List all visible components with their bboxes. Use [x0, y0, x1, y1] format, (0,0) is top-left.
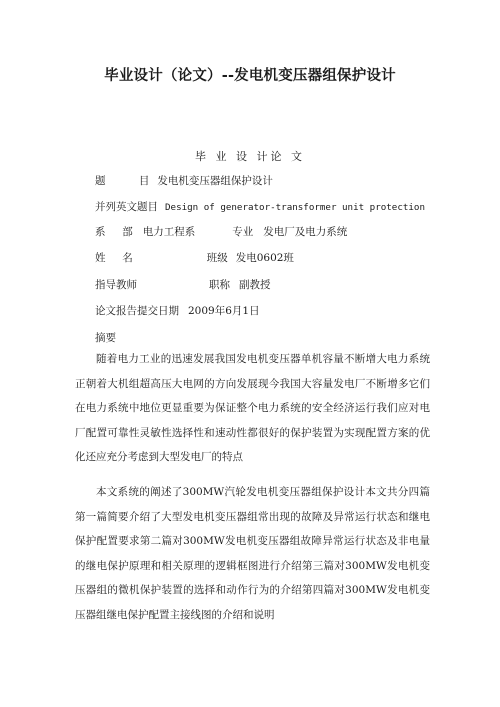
major-label: 专业: [232, 226, 254, 238]
topic-value: 发电机变压器组保护设计: [157, 175, 273, 187]
rank-value: 副教授: [239, 279, 271, 291]
abstract-paragraph-2: 本文系统的阐述了300MW汽轮发电机变压器组保护设计本文共分四篇第一篇简要介绍了大型发电机变压器组常出现的故障及异常运行状态和继电保护配置要求第二篇对300MW发电机变压器组故障异常运行状态及非电量的继电保护原理和相关原理的逻辑框图进行介绍第三篇对300MW发电机变压器组的微机保护装置的选择和动作行为的介绍第四篇对300MW发电机变压器组继电保护配置主接线图的介绍和说明: [75, 486, 430, 621]
document-title: 毕业设计（论文）--发电机变压器组保护设计: [104, 68, 396, 84]
abstract-heading: 摘要: [95, 332, 116, 344]
rank-label: 职称: [209, 279, 230, 291]
english-title-value: Design of generator-transformer unit protection: [165, 202, 425, 213]
name-label: 姓 名: [95, 252, 133, 264]
submit-date-field: [95, 303, 260, 318]
department-field: [95, 224, 347, 239]
thesis-subtitle: 毕 业 设 计论 文: [195, 150, 305, 163]
english-title-label: 并列英文题目: [95, 201, 158, 213]
class-value: 发电0602班: [235, 252, 294, 264]
name-class-field: [95, 250, 294, 265]
advisor-label: 指导教师: [95, 279, 137, 291]
topic-label: 题 目: [95, 175, 150, 187]
department-value: 电力工程系: [142, 226, 196, 238]
topic-field: [95, 173, 273, 188]
department-label: 系 部: [95, 226, 133, 238]
english-title-field: [95, 199, 425, 214]
submit-date-value: 2009年6月1日: [188, 305, 260, 317]
major-value: 发电厂及电力系统: [263, 226, 348, 238]
advisor-field: [95, 277, 271, 292]
abstract-paragraph-1: 随着电力工业的迅速发展我国发电机变压器单机容量不断增大电力系统正朝着大机组超高压大电网的方向发展现今我国大容量发电厂不断增多它们在电力系统中地位更显重要为保证整个电力系统的安全经济运行我们应对电厂配置可靠性灵敏性选择性和速动性都很好的保护装置为实现配置方案的优化还应充分考虑到大型发电厂的特点: [75, 353, 430, 463]
submit-date-label: 论文报告提交日期: [95, 305, 179, 317]
class-label: 班级: [206, 252, 228, 264]
